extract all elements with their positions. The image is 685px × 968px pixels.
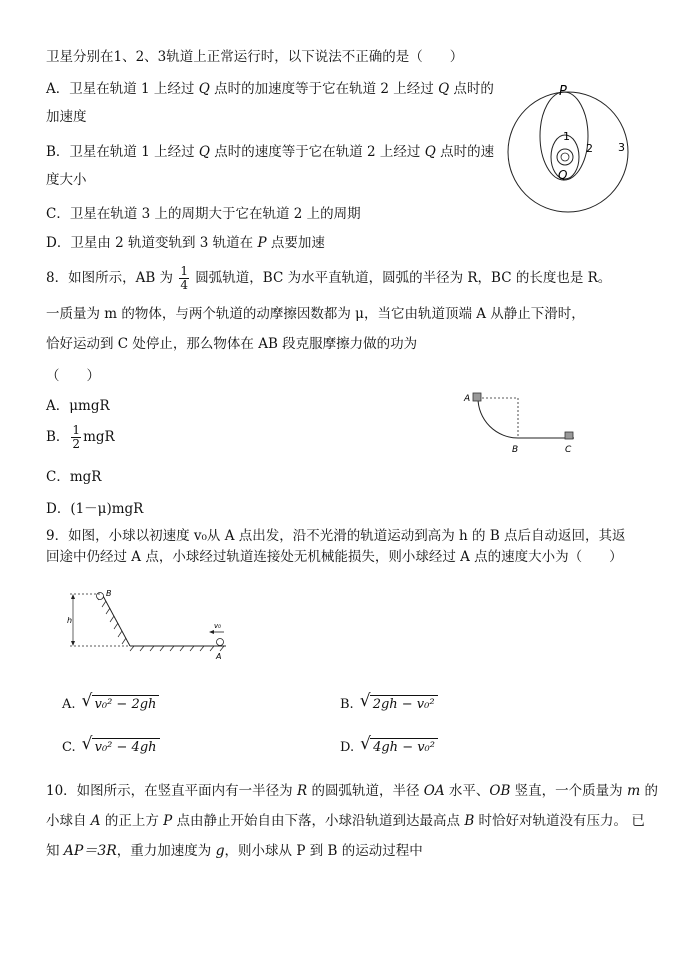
q10-line2: 小球自 A 的正上方 P 点由静止开始自由下落，小球沿轨道到达最高点 B 时恰好对轨道没有压力。 已	[46, 813, 645, 829]
q9-option-b: B. √ 2gh − v₀²	[340, 695, 438, 712]
q7-option-a-line1: A．卫星在轨道 1 上经过 Q 点时的加速度等于它在轨道 2 上经过 Q 点时的	[46, 81, 494, 97]
label-a: A	[464, 394, 471, 404]
label-c: C	[565, 445, 572, 455]
label-orbit2: 2	[586, 142, 593, 155]
q7-option-b-line2: 度大小	[46, 172, 87, 188]
q8-option-d: D．(1－μ)mgR	[46, 501, 144, 517]
q8-option-c: C．mgR	[46, 469, 102, 485]
q9-option-d: D. √ 4gh − v₀²	[340, 738, 438, 755]
q10-line1: 10．如图所示，在竖直平面内有一半径为 R 的圆弧轨道，半径 OA 水平、OB 竖直，一个质量为 m 的	[46, 783, 659, 799]
label-b: B	[512, 445, 519, 455]
q7-option-a-line2: 加速度	[46, 109, 87, 125]
orbit-3-circle	[508, 92, 628, 212]
q9-line1: 9．如图，小球以初速度 v₀从 A 点出发，沿不光滑的轨道运动到高为 h 的 B 点后自动返回，其返	[46, 528, 626, 544]
q8-option-a: A．μmgR	[46, 398, 110, 414]
label-p: P	[559, 84, 567, 99]
q9-line2: 回途中仍经过 A 点，小球经过轨道连接处无机械能损失，则小球经过 A 点的速度大小为（ ）	[46, 549, 623, 565]
label-a: A	[216, 652, 222, 661]
q7-option-c: C．卫星在轨道 3 上的周期大于它在轨道 2 上的周期	[46, 206, 361, 222]
q7-option-b-line1: B．卫星在轨道 1 上经过 Q 点时的速度等于它在轨道 2 上经过 Q 点时的速	[46, 144, 495, 160]
arc-ab	[478, 398, 518, 438]
ball-a	[217, 639, 224, 646]
label-orbit3: 3	[618, 141, 625, 154]
q8-line3: 恰好运动到 C 处停止，那么物体在 AB 段克服摩擦力做的功为	[46, 336, 418, 352]
q7-orbit-figure	[508, 80, 638, 220]
q9-incline-figure	[64, 588, 234, 668]
label-v0: v₀	[214, 622, 221, 630]
incline-hatch	[98, 594, 126, 644]
q7-option-d: D．卫星由 2 轨道变轨到 3 轨道在 P 点要加速	[46, 235, 325, 251]
q8-track-figure	[462, 390, 582, 460]
block-a	[473, 393, 481, 401]
label-h: h	[67, 616, 73, 625]
ball-b	[97, 593, 104, 600]
planet-circle	[557, 149, 573, 165]
q10-line3: 知 AP＝3R，重力加速度为 g，则小球从 P 到 B 的运动过程中	[46, 843, 423, 859]
planet-inner	[561, 153, 569, 161]
label-orbit1: 1	[563, 130, 570, 143]
q8-paren: （ ）	[46, 368, 100, 384]
label-q: Q	[558, 168, 568, 182]
q8-line2: 一质量为 m 的物体，与两个轨道的动摩擦因数都为 μ，当它由轨道顶端 A 从静止下滑时，	[46, 306, 585, 322]
fraction-quarter: $\frac{1}{4}$	[180, 264, 188, 292]
q8-option-b: B． $\frac{1}{2}$ mgR	[46, 423, 115, 451]
q8-line1: 8．如图所示，AB 为 $\frac{1}{4}$ 圆弧轨道，BC 为水平直轨道，圆弧的半径为 R，BC 的长度也是 R。	[46, 264, 612, 292]
q9-option-a: A. √ v₀² − 2gh	[62, 695, 159, 712]
label-b: B	[106, 589, 112, 598]
q7-stem: 卫星分别在1、2、3轨道上正常运行时，以下说法不正确的是（ ）	[46, 49, 464, 65]
q9-option-c: C. √ v₀² − 4gh	[62, 738, 160, 755]
floor-hatch	[130, 646, 224, 651]
block-c	[565, 432, 573, 439]
